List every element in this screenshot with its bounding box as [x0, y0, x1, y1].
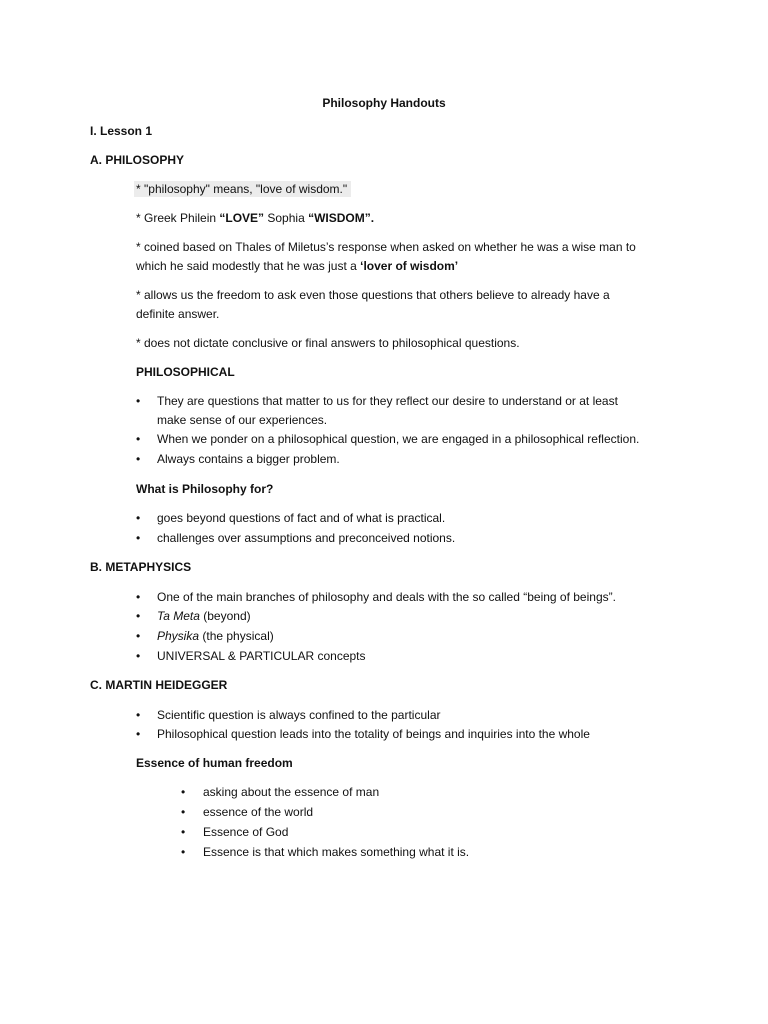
- list-item: asking about the essence of man: [203, 785, 380, 799]
- list-item: Always contains a bigger problem.: [157, 452, 340, 466]
- ta-meta-gloss: (beyond): [199, 609, 251, 623]
- greek-origin-pre: * Greek Philein: [136, 211, 220, 225]
- ta-meta-term: Ta Meta: [157, 609, 200, 623]
- bullet-icon: •: [181, 785, 186, 799]
- document-title: Philosophy Handouts: [322, 96, 446, 110]
- section-a-heading: A. PHILOSOPHY: [90, 153, 185, 167]
- list-item: When we ponder on a philosophical question, we are engaged in a philosophical reflection.: [157, 432, 640, 446]
- philosophical-heading: PHILOSOPHICAL: [136, 365, 235, 379]
- thales-line-1: * coined based on Thales of Miletus’s response when asked on whether he was a wise man to: [136, 240, 636, 254]
- list-item: [157, 607, 251, 626]
- bullet-icon: •: [136, 432, 141, 446]
- highlighted-definition: * "philosophy" means, "love of wisdom.": [134, 181, 351, 197]
- bullet-icon: •: [136, 708, 141, 722]
- physika-term: Physika: [157, 629, 200, 643]
- what-is-philosophy-for-heading: What is Philosophy for?: [136, 482, 274, 496]
- list-item: challenges over assumptions and preconceived notions.: [157, 531, 456, 545]
- list-item: One of the main branches of philosophy and deals with the so called “being of beings”.: [157, 590, 616, 604]
- bullet-icon: •: [181, 825, 186, 839]
- bullet-icon: •: [136, 511, 141, 525]
- bullet-icon: •: [136, 609, 141, 623]
- bullet-icon: •: [136, 394, 141, 408]
- greek-origin-mid: Sophia: [264, 211, 309, 225]
- bullet-icon: •: [136, 629, 141, 643]
- greek-origin-line: [136, 209, 374, 228]
- bullet-icon: •: [136, 727, 141, 741]
- bullet-icon: •: [181, 845, 186, 859]
- list-item: Philosophical question leads into the totality of beings and inquiries into the whole: [157, 727, 590, 741]
- bullet-icon: •: [136, 590, 141, 604]
- section-c-heading: C. MARTIN HEIDEGGER: [90, 678, 228, 692]
- freedom-line-2: definite answer.: [136, 307, 220, 321]
- physika-gloss: (the physical): [199, 629, 274, 643]
- list-item: goes beyond questions of fact and of what is practical.: [157, 511, 446, 525]
- list-item-continuation: make sense of our experiences.: [157, 413, 328, 427]
- lover-of-wisdom: ‘lover of wisdom’: [360, 259, 459, 273]
- section-b-heading: B. METAPHYSICS: [90, 560, 192, 574]
- conclusive-answers-line: * does not dictate conclusive or final answers to philosophical questions.: [136, 336, 520, 350]
- thales-line-2: [136, 257, 458, 276]
- list-item: Essence of God: [203, 825, 289, 839]
- lesson-heading: I. Lesson 1: [90, 124, 153, 138]
- philosophy-definition: [134, 180, 351, 199]
- essence-heading: Essence of human freedom: [136, 756, 293, 770]
- greek-wisdom: “WISDOM”.: [308, 211, 375, 225]
- list-item: [157, 627, 274, 646]
- list-item: essence of the world: [203, 805, 314, 819]
- list-item: Scientific question is always confined to the particular: [157, 708, 441, 722]
- list-item: Essence is that which makes something what it is.: [203, 845, 470, 859]
- greek-love: “LOVE”: [219, 211, 265, 225]
- thales-line-2-pre: which he said modestly that he was just a: [136, 259, 361, 273]
- bullet-icon: •: [181, 805, 186, 819]
- bullet-icon: •: [136, 649, 141, 663]
- list-item: UNIVERSAL & PARTICULAR concepts: [157, 649, 366, 663]
- bullet-icon: •: [136, 452, 141, 466]
- list-item: They are questions that matter to us for they reflect our desire to understand or at least: [157, 394, 618, 408]
- freedom-line-1: * allows us the freedom to ask even those questions that others believe to already have a: [136, 288, 610, 302]
- bullet-icon: •: [136, 531, 141, 545]
